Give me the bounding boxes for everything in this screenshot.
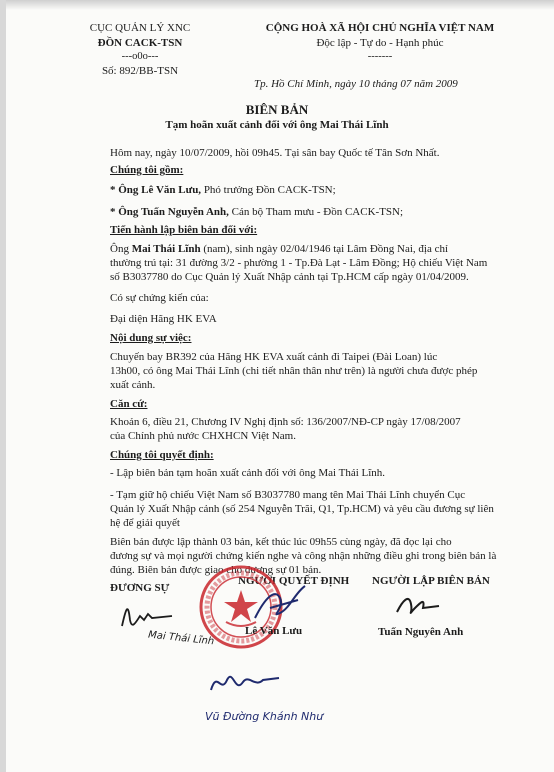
person-line-3: số B3037780 do Cục Quản lý Xuất Nhập cảnh tại Tp.HCM cấp ngày 01/04/2009. — [110, 271, 469, 283]
officer-1-role: Phó trưởng Đồn CACK-TSN; — [201, 184, 336, 196]
decision-2-line-2: Quản lý Xuất Nhập cảnh (số 254 Nguyễn Trãi, Q1, Tp.HCM) và yêu cầu đương sự liên — [110, 503, 494, 515]
decision-1: - Lập biên bản tạm hoãn xuất cảnh đối với ông Mai Thái Lĩnh. — [110, 467, 386, 479]
officer-2 — [110, 206, 403, 218]
document-number: Số: 892/BB-TSN — [101, 65, 179, 77]
document-title: BIÊN BẢN — [245, 102, 309, 117]
recorder-name: Tuấn Nguyên Anh — [378, 626, 464, 638]
witness-signature — [205, 664, 285, 704]
content-line-1: Chuyến bay BR392 của Hãng HK EVA xuất cảnh đi Taipei (Đài Loan) lúc — [110, 351, 438, 363]
witness-handwritten-name: Vũ Đường Khánh Như — [205, 710, 324, 723]
officer-2-name: * Ông Tuấn Nguyễn Anh, — [110, 206, 229, 218]
decide-label: Chúng tôi quyết định: — [110, 449, 214, 461]
party-handwritten-name: Mai Thái Lĩnh — [147, 629, 215, 648]
content-label: Nội dung sự việc: — [110, 332, 192, 344]
header-agency: CỤC QUẢN LÝ XNC — [89, 22, 191, 34]
we-include-label: Chúng tôi gồm: — [110, 164, 184, 176]
witness-label: Có sự chứng kiến của: — [110, 292, 209, 304]
party-label: ĐƯƠNG SỰ — [110, 582, 170, 594]
header-right-separator: ------- — [367, 51, 393, 62]
scan-edge-top — [0, 0, 554, 10]
header-republic: CỘNG HOÀ XÃ HỘI CHỦ NGHĨA VIỆT NAM — [265, 22, 495, 34]
header-left-separator: ---o0o--- — [121, 51, 159, 62]
basis-line-2: của Chính phủ nước CHXHCN Việt Nam. — [110, 430, 296, 442]
decider-signature — [250, 578, 310, 628]
officer-1 — [110, 184, 336, 196]
person-line-2: thường trú tại: 31 đường 3/2 - phường 1 - Tp.Đà Lạt - Lâm Đồng; Hộ chiếu Việt Nam — [110, 257, 488, 269]
decision-2-line-1: - Tạm giữ hộ chiếu Việt Nam số B3037780 mang tên Mai Thái Lĩnh chuyển Cục — [110, 489, 466, 501]
proceed-label: Tiến hành lập biên bản đối với: — [110, 224, 258, 236]
header-unit: ĐỒN CACK-TSN — [97, 37, 183, 49]
place-date: Tp. Hồ Chí Minh, ngày 10 tháng 07 năm 2009 — [254, 78, 458, 90]
witness-value: Đại diện Hãng HK EVA — [110, 313, 217, 325]
closing-line-1: Biên bản được lập thành 03 bản, kết thúc lúc 09h55 cùng ngày, đã đọc lại cho — [110, 536, 452, 548]
recorder-label: NGƯỜI LẬP BIÊN BẢN — [372, 575, 490, 587]
intro-line: Hôm nay, ngày 10/07/2009, hồi 09h45. Tại sân bay Quốc tế Tân Sơn Nhất. — [110, 147, 440, 159]
closing-line-3: đúng. Biên bản được giao cho đương sự 01 bản. — [110, 564, 322, 576]
officer-2-role: Cán bộ Tham mưu - Đồn CACK-TSN; — [228, 206, 404, 218]
recorder-signature — [393, 590, 443, 620]
content-line-3: xuất cảnh. — [110, 379, 156, 391]
basis-line-1: Khoản 6, điều 21, Chương IV Nghị định số: 136/2007/NĐ-CP ngày 17/08/2007 — [110, 416, 461, 428]
decision-2-line-3: hệ để giải quyết — [110, 517, 180, 529]
person-line-1 — [110, 243, 448, 255]
closing-line-2: đương sự và mọi người chứng kiến nghe và công nhận những điều ghi trong biên bản là — [110, 550, 497, 562]
header-motto: Độc lập - Tự do - Hạnh phúc — [316, 37, 444, 49]
decider-label: NGƯỜI QUYẾT ĐỊNH — [238, 575, 350, 587]
person-prefix: Ông — [110, 243, 132, 255]
decider-name: Lê Văn Lưu — [245, 625, 303, 637]
officer-1-name: * Ông Lê Văn Lưu, — [110, 184, 202, 196]
content-line-2: 13h00, có ông Mai Thái Lĩnh (chi tiết nhân thân như trên) là người chưa được phép — [110, 365, 478, 377]
person-name: Mai Thái Lĩnh — [131, 243, 201, 255]
basis-label: Căn cứ: — [110, 398, 148, 410]
person-birth: (nam), sinh ngày 02/04/1946 tại Lâm Đồng Nai, địa chỉ — [200, 243, 449, 255]
document-subtitle: Tạm hoãn xuất cảnh đối với ông Mai Thái Lĩnh — [165, 119, 389, 131]
